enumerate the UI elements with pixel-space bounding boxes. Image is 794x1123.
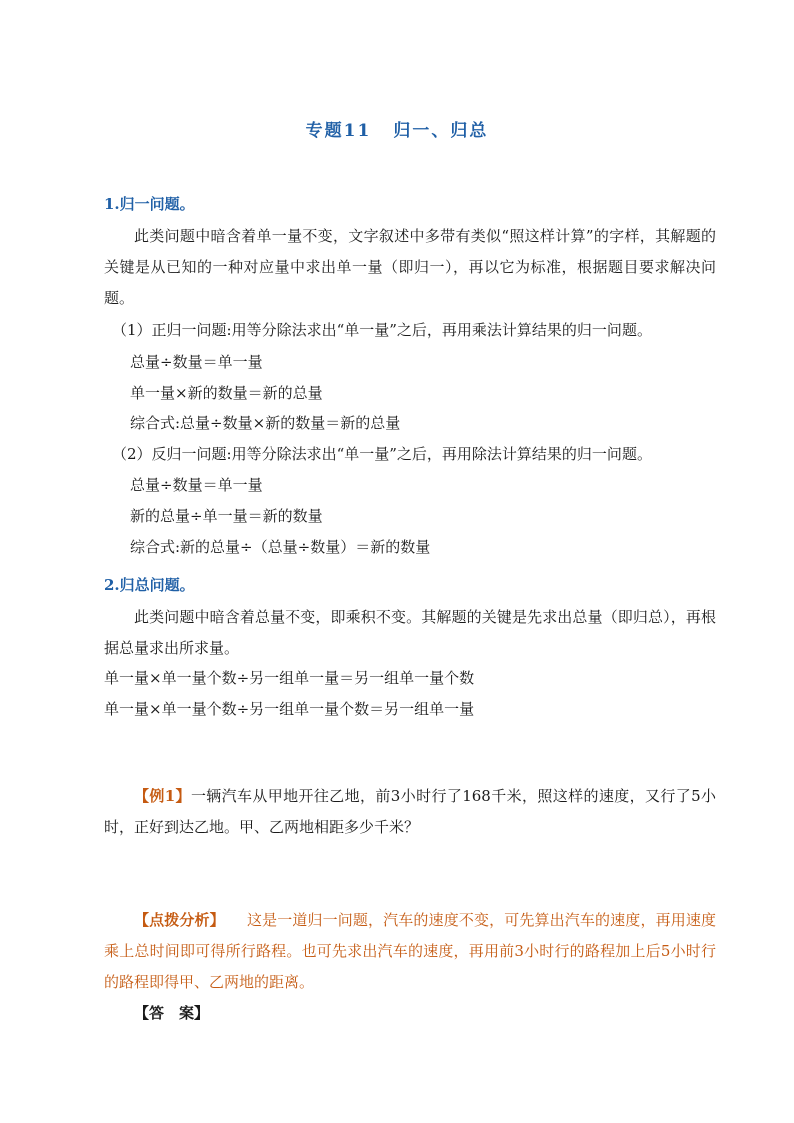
formula-line: 单一量×单一量个数÷另一组单一量个数＝另一组单一量: [104, 700, 475, 718]
analysis-block: [104, 905, 716, 998]
formula-line: 单一量×单一量个数÷另一组单一量＝另一组单一量个数: [104, 669, 475, 687]
answer-label: 【答 案】: [134, 1004, 210, 1022]
formula-line: 总量÷数量＝单一量: [130, 353, 263, 371]
section2-heading: 2.归总问题。: [104, 576, 195, 594]
analysis-label: 【点拨分析】: [134, 911, 225, 929]
title-topic: 归一、归总: [393, 121, 489, 141]
formula-line: 综合式:总量÷数量×新的数量＝新的总量: [130, 414, 401, 432]
analysis-text: 这是一道归一问题，汽车的速度不变，可先算出汽车的速度，再用速度乘上总时间即可得所行路程。也可先求出汽车的速度，再用前3小时行的路程加上后5小时行的路程即得甲、乙两地的距离。: [104, 911, 716, 991]
formula-line: 总量÷数量＝单一量: [130, 476, 263, 494]
example-1: [104, 781, 716, 843]
section1-intro: 此类问题中暗含着单一量不变，文字叙述中多带有类似“照这样计算”的字样，其解题的关键是从已知的一种对应量中求出单一量（即归一），再以它为标准，根据题目要求解决问题。: [104, 227, 716, 307]
formula-line: 综合式:新的总量÷（总量÷数量）＝新的数量: [130, 538, 431, 556]
formula-line: 新的总量÷单一量＝新的数量: [130, 507, 323, 525]
example-text: 一辆汽车从甲地开往乙地，前3小时行了168千米，照这样的速度，又行了5小时，正好到达乙地。甲、乙两地相距多少千米？: [104, 787, 716, 836]
example-label: 【例1】: [134, 787, 191, 805]
page-title: [0, 116, 794, 141]
section1-heading: 1.归一问题。: [104, 195, 195, 213]
section1-item1: （1）正归一问题:用等分除法求出“单一量”之后，再用乘法计算结果的归一问题。: [112, 321, 652, 339]
section1-item2: （2）反归一问题:用等分除法求出“单一量”之后，再用除法计算结果的归一问题。: [112, 445, 652, 463]
formula-line: 单一量×新的数量＝新的总量: [130, 384, 323, 402]
title-prefix: 专题11: [305, 121, 372, 141]
section2-intro: 此类问题中暗含着总量不变，即乘积不变。其解题的关键是先求出总量（即归总），再根据总量求出所求量。: [104, 608, 716, 657]
